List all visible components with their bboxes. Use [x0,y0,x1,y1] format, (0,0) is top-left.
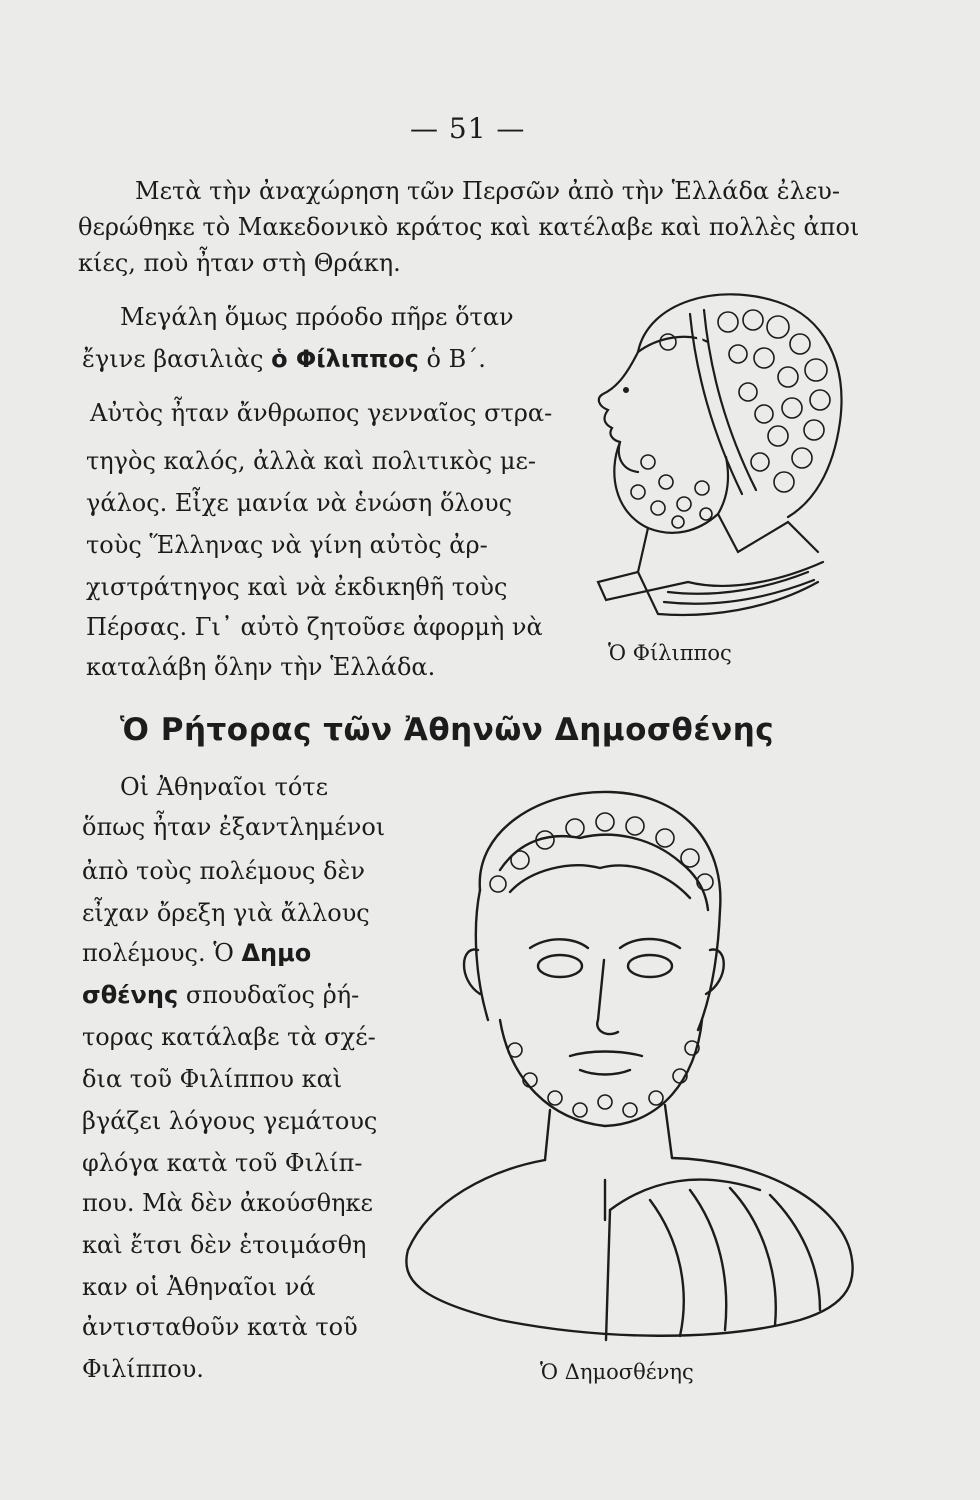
demosthenes-line-11: που. Μὰ δὲν ἀκούσθηκε [82,1189,373,1217]
section-title: Ὁ Ρήτορας τῶν Ἀθηνῶν Δημοσθένης [120,712,775,748]
demosthenes-line-5-start: πολέμους. Ὁ [82,939,242,967]
demosthenes-line-3: ἀπὸ τοὺς πολέμους δὲν [82,857,365,885]
demosthenes-line-12: καὶ ἔτσι δὲν ἑτοιμάσθη [82,1231,367,1259]
philip-portrait-image [578,282,848,622]
philip-line-2-start: ἔγινε βασιλιὰς [82,345,272,373]
intro-line-3: κίες, ποὺ ἦταν στὴ Θράκη. [78,249,401,277]
demosthenes-line-9: βγάζει λόγους γεμάτους [82,1107,378,1135]
demosthenes-name-bold-part-1: Δημο [241,939,312,967]
demosthenes-line-14: ἀντισταθοῦν κατὰ τοῦ [82,1313,358,1341]
demosthenes-bust-image [380,780,860,1360]
demosthenes-line-8: δια τοῦ Φιλίππου καὶ [82,1065,343,1093]
demosthenes-line-2: ὅπως ἦταν ἐξαντλημένοι [82,813,386,841]
demosthenes-line-1: Οἱ Ἀθηναῖοι τότε [120,773,329,801]
demosthenes-line-6 [82,980,359,1010]
philip-line-6: τοὺς Ἕλληνας νὰ γίνη αὐτὸς ἀρ- [86,531,488,559]
intro-line-2: θερώθηκε τὸ Μακεδονικὸ κράτος καὶ κατέλαβε καὶ πολλὲς ἀποι [78,213,860,241]
philip-line-2 [82,344,486,374]
philip-name-bold: ὁ Φίλιππος [271,345,419,373]
demosthenes-name-bold-part-2: σθένης [82,981,179,1009]
philip-line-5: γάλος. Εἶχε μανία νὰ ἑνώση ὅλους [86,489,513,517]
philip-line-8: Πέρσας. Γι᾿ αὐτὸ ζητοῦσε ἀφορμὴ νὰ [86,613,543,641]
demosthenes-line-7: τορας κατάλαβε τὰ σχέ- [82,1023,376,1051]
page-number: — 51 — [410,112,526,145]
demosthenes-caption: Ὁ Δημοσθένης [540,1360,694,1384]
demosthenes-line-6-end: σπουδαῖος ῥή- [178,981,360,1009]
demosthenes-line-13: καν οἱ Ἀθηναῖοι νά [82,1273,316,1301]
demosthenes-line-4: εἶχαν ὄρεξη γιὰ ἄλλους [82,899,370,927]
philip-line-3: Αὐτὸς ἦταν ἄνθρωπος γενναῖος στρα- [90,399,553,427]
demosthenes-line-5 [82,938,311,968]
intro-line-1: Μετὰ τὴν ἀναχώρηση τῶν Περσῶν ἀπὸ τὴν Ἑλλάδα ἐλευ- [135,177,840,205]
philip-line-4: τηγὸς καλός, ἀλλὰ καὶ πολιτικὸς με- [86,447,536,475]
philip-line-9: καταλάβη ὅλην τὴν Ἑλλάδα. [86,653,436,681]
philip-line-1: Μεγάλη ὅμως πρόοδο πῆρε ὅταν [120,303,514,331]
demosthenes-line-10: φλόγα κατὰ τοῦ Φιλίπ- [82,1149,363,1177]
philip-caption: Ὁ Φίλιππος [608,641,732,665]
demosthenes-line-15: Φιλίππου. [82,1355,204,1383]
philip-line-2-end: ὁ Β΄. [418,345,486,373]
philip-line-7: χιστράτηγος καὶ νὰ ἐκδικηθῆ τοὺς [86,573,508,601]
